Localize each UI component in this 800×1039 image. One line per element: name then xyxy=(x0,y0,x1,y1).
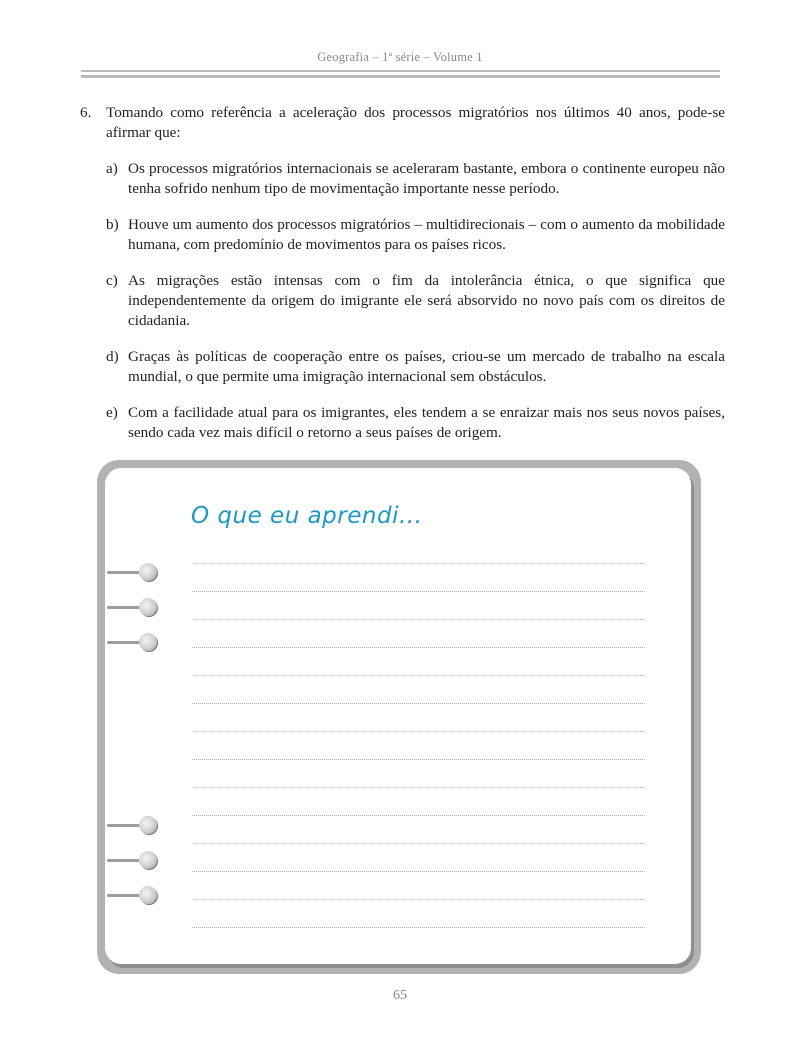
writing-line[interactable] xyxy=(192,675,645,676)
question-stem: Tomando como referência a aceleração dos processos migratórios nos últimos 40 anos, pode-se afirmar que: xyxy=(106,104,725,141)
binder-ring-icon xyxy=(107,598,157,618)
writing-line[interactable] xyxy=(192,787,645,788)
writing-line[interactable] xyxy=(192,815,645,816)
page-number: 65 xyxy=(393,988,407,1003)
option-letter: e) xyxy=(106,404,118,421)
option-text: As migrações estão intensas com o fim da intolerância étnica, o que significa que independentemente da origem do imigrante ele será absorvido no novo país com os direitos de cidadania. xyxy=(128,272,725,329)
option-text: Os processos migratórios internacionais se aceleraram bastante, embora o continente europeu não tenha sofrido nenhum tipo de movimentação importante nesse período. xyxy=(128,160,725,197)
option-letter: d) xyxy=(106,348,119,365)
writing-line[interactable] xyxy=(192,563,645,564)
header-rule-bottom xyxy=(81,75,720,78)
binder-ring-icon xyxy=(107,633,157,653)
option-letter: c) xyxy=(106,272,118,289)
option-text: Houve um aumento dos processos migratórios – multidirecionais – com o aumento da mobilidade humana, com predomínio de movimentos para os países ricos. xyxy=(128,216,725,253)
writing-line[interactable] xyxy=(192,703,645,704)
header-rule-top xyxy=(81,70,720,72)
writing-line[interactable] xyxy=(192,731,645,732)
notebook-title: O que eu aprendi... xyxy=(191,503,423,529)
writing-line[interactable] xyxy=(192,927,645,928)
option-c xyxy=(106,271,725,331)
question-6 xyxy=(80,103,725,459)
binder-ring-icon xyxy=(107,851,157,871)
running-header: Geografia – 1ª série – Volume 1 xyxy=(317,50,483,64)
binder-ring-icon xyxy=(107,886,157,906)
notebook-page xyxy=(105,468,691,964)
notebook-frame xyxy=(97,460,701,974)
writing-line[interactable] xyxy=(192,591,645,592)
binder-ring-icon xyxy=(107,563,157,583)
writing-line[interactable] xyxy=(192,843,645,844)
option-a xyxy=(106,159,725,199)
option-text: Com a facilidade atual para os imigrantes, eles tendem a se enraizar mais nos seus novos países, sendo cada vez mais difícil o retorno a seus países de origem. xyxy=(128,404,725,441)
option-text: Graças às políticas de cooperação entre os países, criou-se um mercado de trabalho na escala mundial, o que permite uma imigração internacional sem obstáculos. xyxy=(128,348,725,385)
writing-line[interactable] xyxy=(192,759,645,760)
question-number: 6. xyxy=(80,104,92,121)
option-letter: b) xyxy=(106,216,119,233)
option-b xyxy=(106,215,725,255)
writing-line[interactable] xyxy=(192,871,645,872)
writing-line[interactable] xyxy=(192,899,645,900)
option-d xyxy=(106,347,725,387)
binder-ring-icon xyxy=(107,816,157,836)
answer-options xyxy=(106,159,725,443)
option-letter: a) xyxy=(106,160,118,177)
option-e xyxy=(106,403,725,443)
writing-line[interactable] xyxy=(192,647,645,648)
writing-line[interactable] xyxy=(192,619,645,620)
